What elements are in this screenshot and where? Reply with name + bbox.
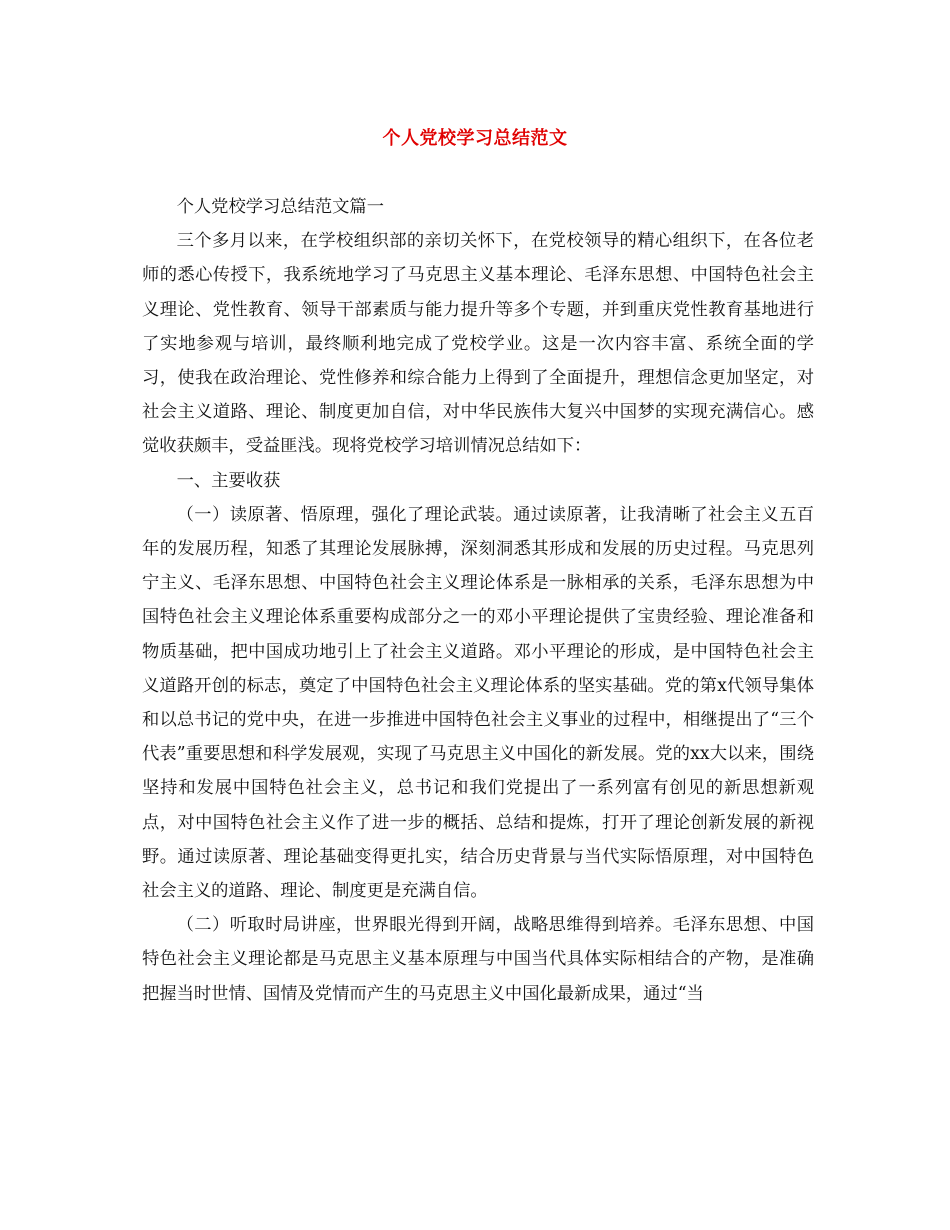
point-two-paragraph: （二）听取时局讲座，世界眼光得到开阔，战略思维得到培养。毛泽东思想、中国特色社会主义理论都是马克思主义基本原理与中国当代具体实际相结合的产物，是准确把握当时世情、国情及党情而产生的马克思主义中国化最新成果，通过“当 [142,915,814,1004]
point-one-paragraph: （一）读原著、悟原理，强化了理论武装。通过读原著，让我清晰了社会主义五百年的发展历程，知悉了其理论发展脉搏，深刻洞悉其形成和发展的历史过程。马克思列宁主义、毛泽东思想、中国特色社会主义理论体系是一脉相承的关系，毛泽东思想为中国特色社会主义理论体系重要构成部分之一的邓小平理论提供了宝贵经验、理论准备和物质基础，把中国成功地引上了社会主义道路。邓小平理论的形成，是中国特色社会主义道路开创的标志，奠定了中国特色社会主义理论体系的坚实基础。党的第x代领导集体和以总书记的党中央，在进一步推进中国特色社会主义事业的过程中，相继提出了“三个代表”重要思想和科学发展观，实现了马克思主义中国化的新发展。党的xx大以来，围绕坚持和发展中国特色社会主义，总书记和我们党提出了一系列富有创见的新思想新观点，对中国特色社会主义作了进一步的概括、总结和提炼，打开了理论创新发展的新视野。通过读原著、理论基础变得更扎实，结合历史背景与当代实际悟原理，对中国特色社会主义的道路、理论、制度更是充满自信。 [142,504,814,902]
section-heading: 一、主要收获 [176,470,281,491]
document-subtitle: 个人党校学习总结范文篇一 [176,197,384,217]
document-body [142,190,814,1011]
intro-paragraph: 三个多月以来，在学校组织部的亲切关怀下，在党校领导的精心组织下，在各位老师的悉心传授下，我系统地学习了马克思主义基本理论、毛泽东思想、中国特色社会主义理论、党性教育、领导干部素质与能力提升等多个专题，并到重庆党性教育基地进行了实地参观与培训，最终顺利地完成了党校学业。这是一次内容丰富、系统全面的学习，使我在政治理论、党性修养和综合能力上得到了全面提升，理想信念更加坚定，对社会主义道路、理论、制度更加自信，对中华民族伟大复兴中国梦的实现充满信心。感觉收获颇丰，受益匪浅。现将党校学习培训情况总结如下： [142,231,814,457]
document-title: 个人党校学习总结范文 [382,128,568,149]
